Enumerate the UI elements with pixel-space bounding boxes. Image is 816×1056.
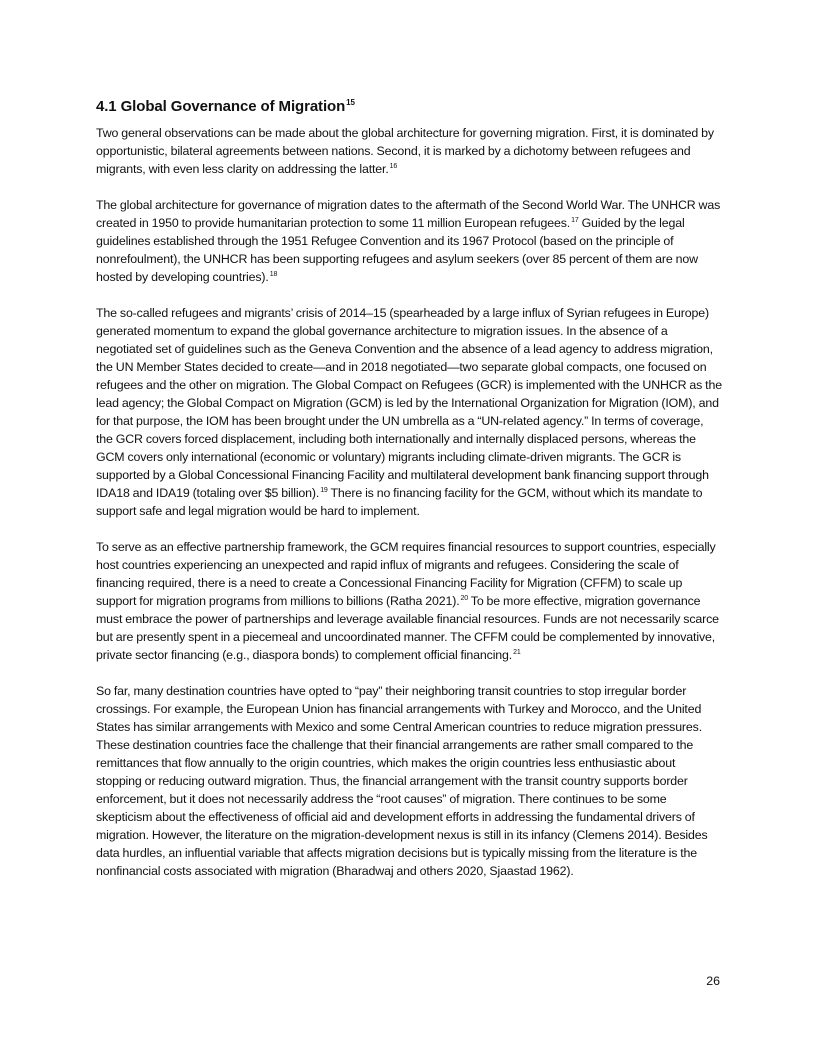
paragraph-global-compacts — [96, 304, 722, 520]
footnote-marker[interactable]: 17 — [571, 216, 579, 224]
footnote-marker[interactable]: 19 — [320, 486, 328, 494]
footnote-marker[interactable]: 16 — [389, 162, 398, 170]
footnote-marker[interactable]: 18 — [269, 270, 278, 278]
paragraph-financing-facility — [96, 538, 722, 664]
paragraph-text: Guided by the legal guidelines established through the 1951 Refugee Convention and its 1967 Protocol (based on the principle of nonrefoulment), the UNHCR has been supporting refugees and asylum seekers (over 85 percent of them are now hosted by developing countries). — [96, 216, 698, 284]
section-heading — [96, 97, 722, 117]
paragraph-history — [96, 196, 722, 286]
footnote-marker[interactable]: 20 — [460, 594, 468, 602]
paragraph-text: So far, many destination countries have opted to “pay” their neighboring transit countries to stop irregular border crossings. For example, the European Union has financial arrangements with Turkey and Morocco, and the United States has similar arrangements with Mexico and some Central American countries to reduce migration pressures. These destination countries face the challenge that their financial arrangements are rather small compared to the remittances that flow annually to the origin countries, which makes the origin countries less enthusiastic about stopping or reducing outward migration. Thus, the financial arrangement with the transit country supports border enforcement, but it does not necessarily address the “root causes” of migration. There continues to be some skepticism about the effectiveness of official aid and development efforts in addressing the fundamental drivers of migration. However, the literature on the migration-development nexus is still in its infancy (Clemens 2014). Besides data hurdles, an influential variable that affects migration decisions but is typically missing from the literature is the nonfinancial costs associated with migration (Bharadwaj and others 2020, Sjaastad 1962). — [96, 684, 708, 878]
paragraph-text: To serve as an effective partnership framework, the GCM requires financial resources to support countries, especially host countries experiencing an unexpected and rapid influx of migrants and refugees. Considering the scale of financing required, there is a need to create a Concessional Financing Facility for Migration (CFFM) to scale up support for migration programs from millions to billions (Ratha 2021). — [96, 540, 716, 608]
paragraph-text: The so-called refugees and migrants’ crisis of 2014–15 (spearheaded by a large influx of Syrian refugees in Europe) generated momentum to expand the global governance architecture to migration issues. In the absence of a negotiated set of guidelines such as the Geneva Convention and the absence of a lead agency to address migration, the UN Member States decided to create—and in 2018 negotiated—two separate global compacts, one focused on refugees and the other on migration. The Global Compact on Refugees (GCR) is implemented with the UNHCR as the lead agency; the Global Compact on Migration (GCM) is led by the International Organization for Migration (IOM), and for that purpose, the IOM has been brought under the UN umbrella as a “UN-related agency.” In terms of coverage, the GCR covers forced displacement, including both internationally and internally displaced persons, whereas the GCM covers only international (economic or voluntary) migrants including climate-driven migrants. The GCR is supported by a Global Concessional Financing Facility and multilateral development bank financing support through IDA18 and IDA19 (totaling over $5 billion). — [96, 306, 722, 500]
paragraph-text: To be more effective, migration governance must embrace the power of partnerships and leverage available financial resources. Funds are not necessarily scarce but are presently spent in a piecemeal and uncoordinated manner. The CFFM could be complemented by innovative, private sector financing (e.g., diaspora bonds) to complement official financing. — [96, 594, 719, 662]
paragraph-text: Two general observations can be made about the global architecture for governing migration. First, it is dominated by opportunistic, bilateral agreements between nations. Second, it is marked by a dichotomy between refugees and migrants, with even less clarity on addressing the latter. — [96, 126, 714, 176]
paragraph-observations — [96, 124, 722, 178]
footnote-marker[interactable]: 15 — [346, 98, 355, 107]
footnote-marker[interactable]: 21 — [513, 648, 521, 656]
paragraph-text: The global architecture for governance of migration dates to the aftermath of the Second World War. The UNHCR was created in 1950 to provide humanitarian protection to some 11 million European refugees. — [96, 198, 721, 230]
page-number: 26 — [706, 974, 720, 988]
paragraph-text: There is no financing facility for the GCM, without which its mandate to support safe and legal migration would be hard to implement. — [96, 486, 703, 518]
paragraph-transit-arrangements — [96, 682, 722, 880]
document-body — [96, 97, 722, 898]
section-heading-text: 4.1 Global Governance of Migration — [96, 98, 346, 115]
